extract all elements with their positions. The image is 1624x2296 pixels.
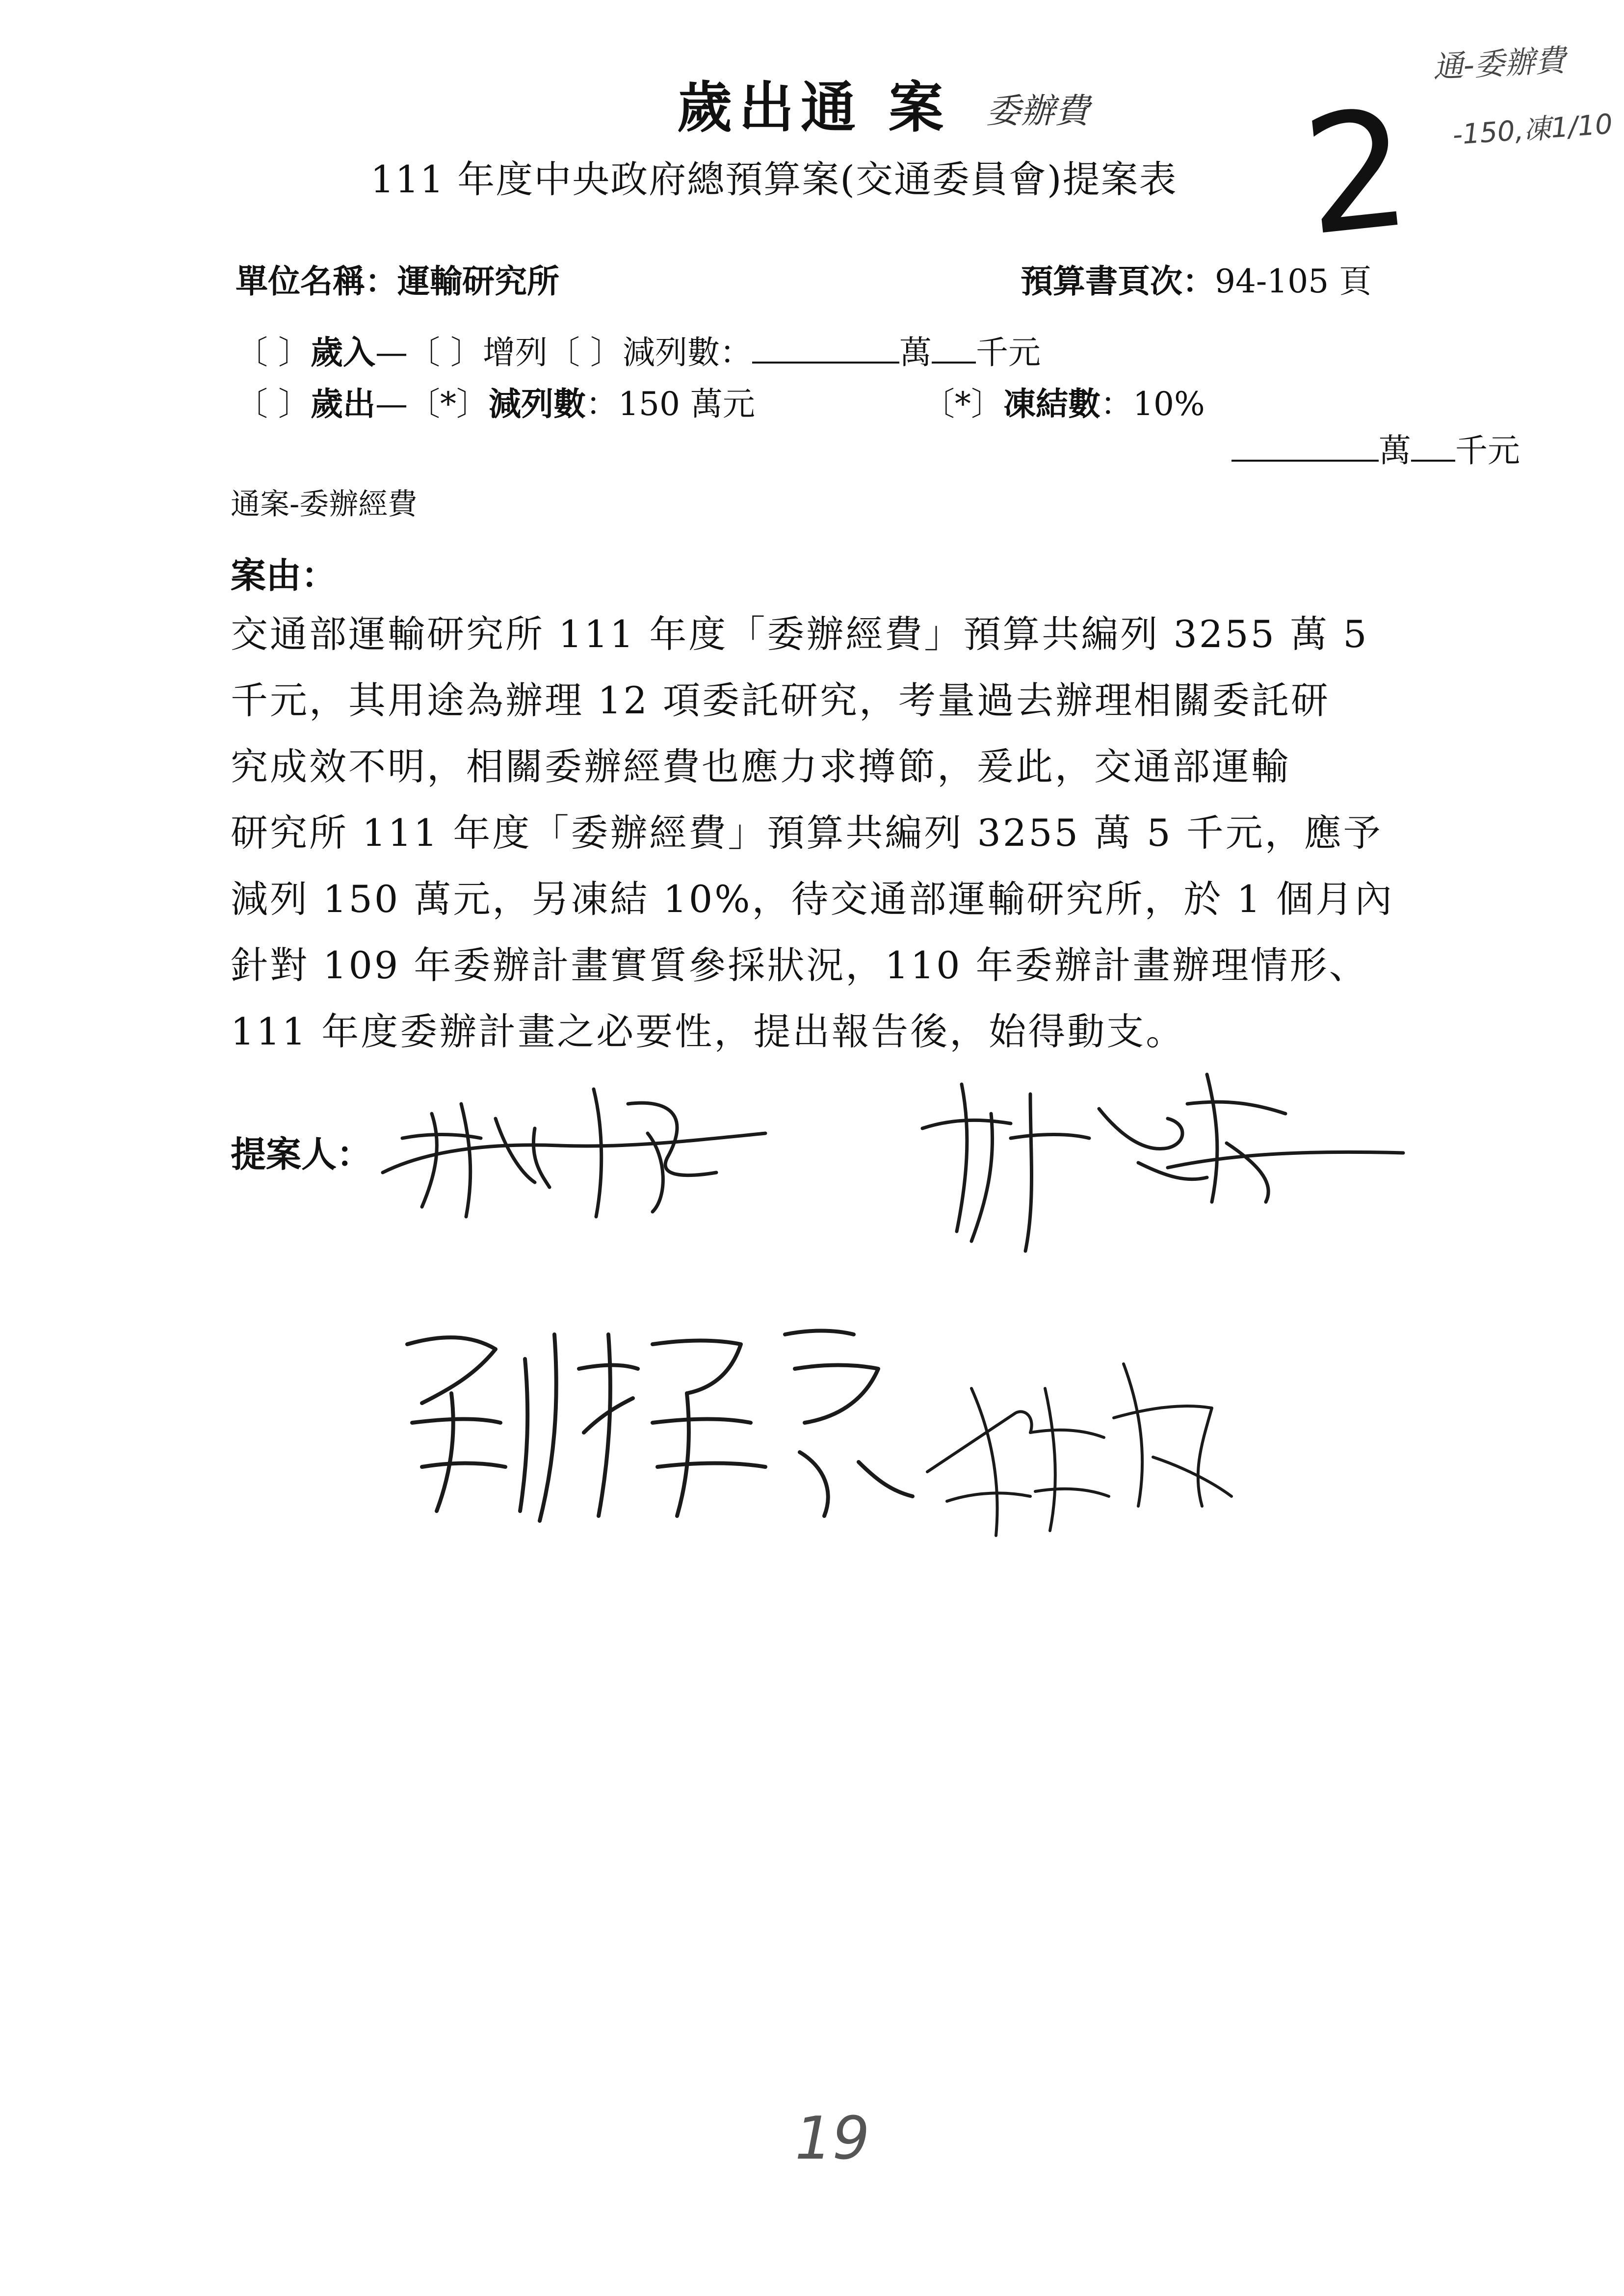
- expense-sub-label: 減列數: [488, 385, 586, 423]
- freeze-label: 凍結數: [1003, 385, 1100, 423]
- expense-row: [236, 378, 755, 424]
- expense-dash: —: [375, 385, 408, 423]
- reason-line: 111 年度委辦計畫之必要性，提出報告後，始得動支。: [231, 1010, 1185, 1053]
- reason-label: 案由：: [231, 554, 337, 596]
- reason-line: 減列 150 萬元，另凍結 10%，待交通部運輸研究所，於 1 個月內: [231, 877, 1394, 921]
- unit-value: 運輸研究所: [397, 262, 559, 300]
- income-qian-unit: 千元: [975, 334, 1041, 371]
- reason-line: 交通部運輸研究所 111 年度「委辦經費」預算共編列 3255 萬 5: [231, 612, 1369, 656]
- signature-2: [913, 1055, 1413, 1261]
- income-label: 歲入: [310, 333, 375, 371]
- extra-wan-blank: [1231, 431, 1379, 462]
- signature-3: [393, 1305, 922, 1531]
- expense-sub-checkbox: 〔*〕: [407, 385, 489, 423]
- income-wan-blank: [752, 333, 899, 364]
- proposer-label: 提案人：: [231, 1133, 372, 1175]
- extra-qian-unit: 千元: [1455, 432, 1520, 470]
- reason-line: 針對 109 年委辦計畫實質參採狀況，110 年委辦計畫辦理情形、: [231, 943, 1368, 987]
- income-row: [236, 326, 1041, 373]
- case-tag: 通案-委辦經費: [231, 487, 418, 522]
- expense-sub-value: ：150 萬元: [585, 385, 755, 423]
- freeze-row: [922, 378, 1205, 424]
- handwritten-page-mark: 2: [1295, 74, 1418, 272]
- income-add-checkbox: 〔 〕: [407, 334, 483, 371]
- budget-page-label: 預算書頁次：: [1021, 262, 1215, 300]
- reason-line: 研究所 111 年度「委辦經費」預算共編列 3255 萬 5 千元，應予: [231, 811, 1383, 855]
- unit-label: 單位名稱：: [236, 262, 397, 300]
- reason-body: [231, 601, 1447, 1065]
- extra-qian-blank: [1411, 431, 1455, 462]
- freeze-value: ：10%: [1100, 385, 1205, 423]
- budget-page-value: 94-105 頁: [1215, 262, 1372, 300]
- handwritten-stamp-note: 委辦費: [986, 91, 1089, 131]
- income-qian-blank: [932, 333, 976, 364]
- income-checkbox: 〔 〕: [236, 334, 311, 371]
- reason-line: 究成效不明，相關委辦經費也應力求撙節，爰此，交通部運輸: [231, 745, 1290, 788]
- income-sub-label: 減列數：: [622, 334, 752, 371]
- budget-page-row: [1021, 255, 1371, 302]
- expense-label: 歲出: [310, 385, 375, 423]
- page-number: 19: [795, 2105, 870, 2173]
- extra-amount-row: [1231, 424, 1520, 471]
- margin-note-line1: 通-委辦費: [1432, 42, 1567, 85]
- income-sub-checkbox: 〔 〕: [547, 334, 623, 371]
- unit-row: [236, 255, 559, 302]
- income-wan-unit: 萬: [899, 334, 932, 371]
- extra-wan-unit: 萬: [1379, 432, 1411, 470]
- expense-checkbox: 〔 〕: [236, 385, 311, 423]
- signature-1: [373, 1060, 775, 1226]
- reason-line: 千元，其用途為辦理 12 項委託研究，考量過去辦理相關委託研: [231, 678, 1331, 722]
- income-add-label: 增列: [482, 334, 548, 371]
- freeze-checkbox: 〔*〕: [922, 385, 1003, 423]
- stamp-title: 歲出通 案: [677, 76, 950, 140]
- signature-4: [917, 1344, 1241, 1550]
- margin-note-line2: -150,凍1/10: [1451, 108, 1614, 152]
- income-dash: —: [375, 334, 408, 371]
- page-title: 111 年度中央政府總預算案(交通委員會)提案表: [370, 157, 1178, 201]
